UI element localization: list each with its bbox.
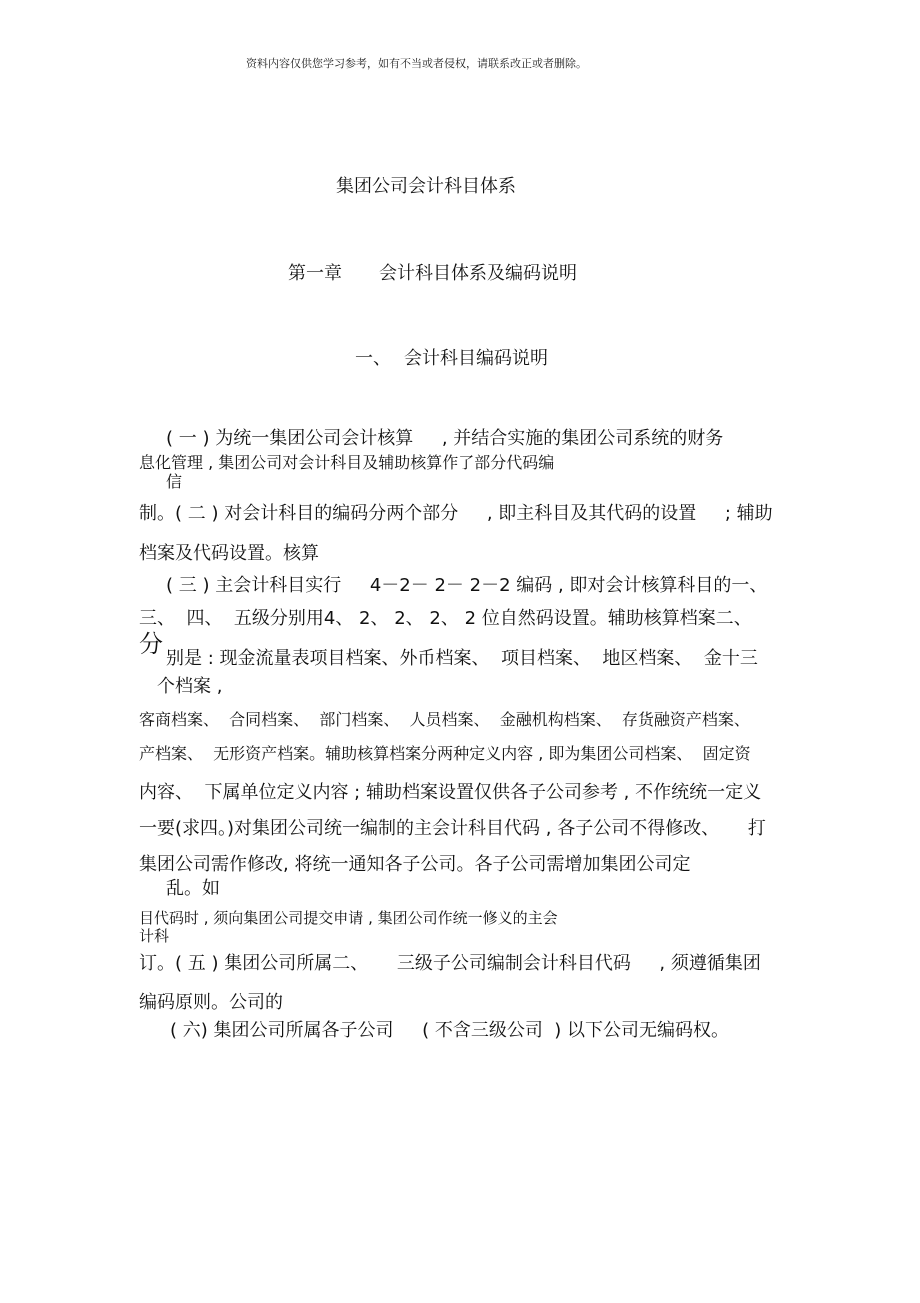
chapter-label: 第一章 [288,263,342,284]
paragraph-line: 计科 [139,927,170,945]
paragraph-line: ( 三 ) 主会计科目实行 4－2－ 2－ 2－2 编码 , 即对会计核算科目的一、 [166,575,768,596]
paragraph-line: 息化管理 , 集团公司对会计科目及辅助核算作了部分代码编 [139,453,555,472]
paragraph-line: ( 一 ) 为统一集团公司会计核算 , 并结合实施的集团公司系统的财务 [166,428,724,449]
paragraph-line: 集团公司需作修改, 将统一通知各子公司。各子公司需增加集团公司定 [139,854,691,875]
paragraph-line: 一要(求四。)对集团公司统一编制的主会计科目代码 , 各子公司不得修改、 打 [139,818,766,839]
paragraph-line: 内容、 下属单位定义内容 ; 辅助档案设置仅供各子公司参考 , 不作统统一定义 [139,782,762,803]
paragraph-line: 产档案、 无形资产档案。辅助核算档案分两种定义内容 , 即为集团公司档案、 固定资 [139,744,751,763]
paragraph-line: 信 [166,472,183,491]
paragraph-line: 客商档案、 合同档案、 部门档案、 人员档案、 金融机构档案、 存货融资产档案、 [139,710,750,729]
paragraph-line: 三、 四、 五级分别用4、 2、 2、 2、 2 位自然码设置。辅助核算档案二、 [139,608,752,629]
paragraph-line: 个档案 , [157,676,223,697]
chapter-title: 会计科目体系及编码说明 [379,263,577,284]
document-title: 集团公司会计科目体系 [336,176,516,197]
copyright-notice: 资料内容仅供您学习参考，如有不当或者侵权，请联系改正或者删除。 [246,57,587,70]
paragraph-line: 乱。如 [166,878,220,899]
section-number: 一、 [355,348,391,369]
paragraph-line: 订。( 五 ) 集团公司所属二、 三级子公司编制会计科目代码 , 须遵循集团 [139,953,761,974]
paragraph-line: 编码原则。公司的 [139,992,283,1013]
paragraph-line: 档案及代码设置。核算 [139,543,319,564]
paragraph-line: 别是 : 现金流量表项目档案、外币档案、 项目档案、 地区档案、 金十三 [166,648,758,669]
paragraph-line: 分 [139,630,163,658]
paragraph-line: 制。( 二 ) 对会计科目的编码分两个部分 , 即主科目及其代码的设置 ; 辅助 [139,503,773,524]
paragraph-line: 目代码时 , 须向集团公司提交申请 , 集团公司作统一修义的主会 [139,909,558,927]
section-title: 会计科目编码说明 [404,348,548,369]
paragraph-line: ( 六) 集团公司所属各子公司 ( 不含三级公司 ) 以下公司无编码权。 [170,1020,730,1041]
